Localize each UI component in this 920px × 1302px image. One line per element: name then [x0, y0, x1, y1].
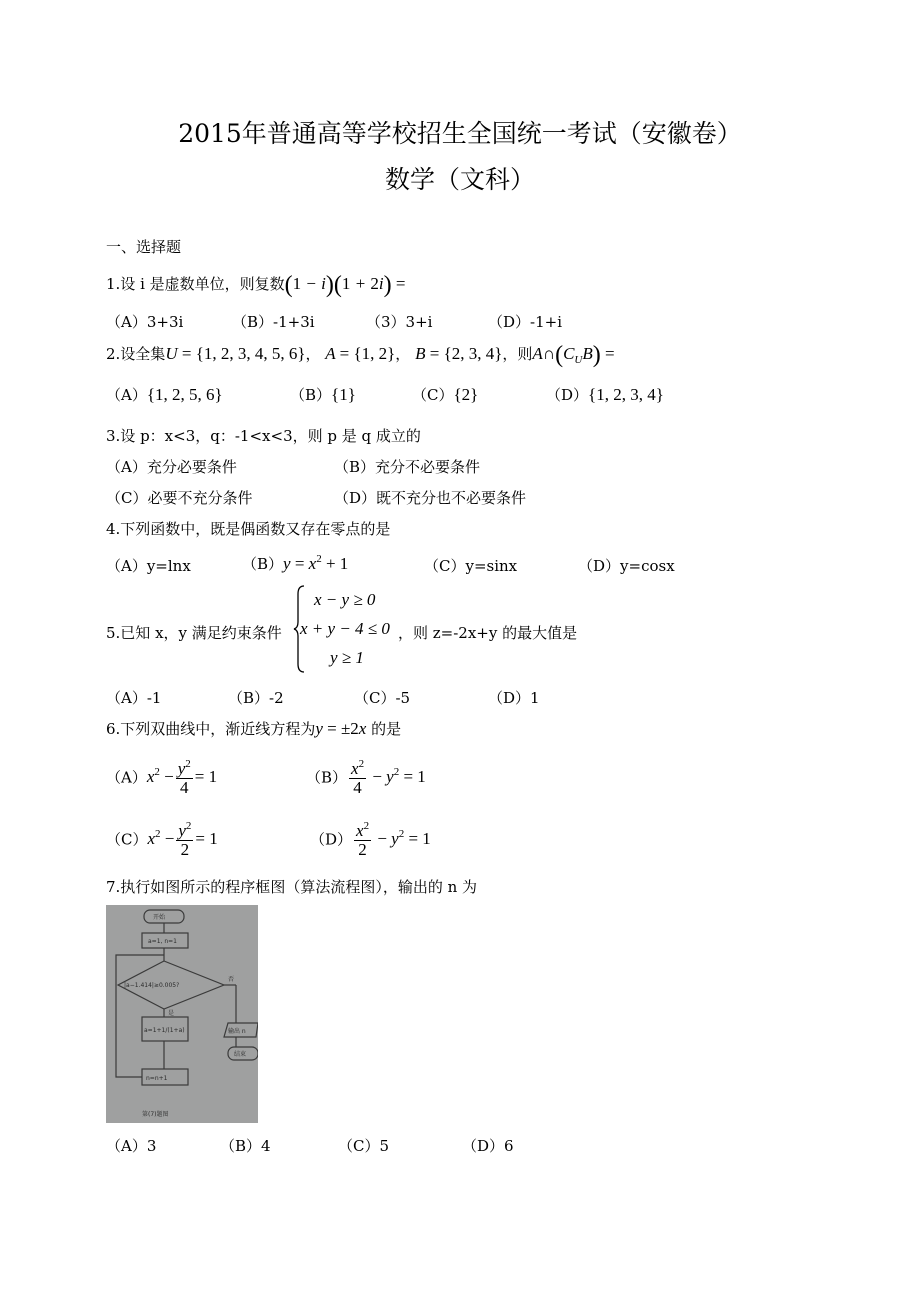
q6-option-b: （B） $\frac{x^2}{4}$ − $y^2 = 1$ [306, 758, 426, 797]
q4-option-a: （A）y=lnx [106, 557, 191, 575]
q7-option-c: （C）5 [338, 1137, 390, 1155]
question-4-stem: 4.下列函数中，既是偶函数又存在零点的是 [106, 520, 391, 538]
q2-expression: $A\cap(C_UB)$ = [532, 342, 615, 368]
question-1-stem [106, 272, 405, 299]
flow-no: 否 [228, 976, 235, 983]
q2-set-b: B = {2, 3, 4} [415, 344, 503, 363]
q2-option-d: （D）{1, 2, 3, 4} [546, 385, 664, 404]
q1-option-b: （B）-1+3i [232, 313, 315, 331]
q6-option-c: $(C)x^2$ − $\frac{y^2}{2}$ = 1 [106, 820, 218, 859]
question-3-stem: 3.设 p：x<3，q：-1<x<3，则 p 是 q 成立的 [106, 427, 421, 445]
q4-option-d: （D）y=cosx [578, 557, 675, 575]
q4-option-b: $(B)y = x^2 + 1$ [242, 553, 349, 573]
q1-option-a: （A）3+3i [106, 313, 184, 331]
q5-option-d: （D）1 [488, 689, 540, 707]
q5-constraint-1: x − y ≥ 0 [314, 590, 376, 609]
q4-option-c: （C）y=sinx [424, 557, 518, 575]
q1-option-c: （3）3+i [366, 313, 433, 331]
q7-option-a: （A）3 [106, 1137, 157, 1155]
q2-set-u: U = {1, 2, 3, 4, 5, 6} [165, 344, 306, 363]
q2-stem-then: ，则 [502, 345, 533, 363]
flowchart-photo [106, 905, 258, 1123]
section-heading: 一、选择题 [106, 238, 182, 256]
q6-option-a: $(A)x^2$ − $\frac{y^2}{4}$ = 1 [106, 758, 218, 797]
q2-option-b: （B）{1} [290, 385, 356, 404]
flow-yes: 是 [168, 1010, 175, 1017]
page-title: 2015年普通高等学校招生全国统一考试（安徽卷） [178, 119, 742, 148]
q5-constraint-2: x + y − 4 ≤ 0 [300, 619, 390, 638]
q6-option-d: （D） $\frac{x^2}{2}$ − $y^2 = 1$ [310, 820, 431, 859]
q3-option-b: （B）充分不必要条件 [334, 458, 481, 476]
q1-formula: (1 − i)(1 + 2i) = [284, 272, 406, 298]
question-7-stem: 7.执行如图所示的程序框图（算法流程图），输出的 n 为 [106, 878, 478, 896]
question-5-stem-prefix: 5.已知 x，y 满足约束条件 [106, 624, 282, 642]
q5-option-a: （A）-1 [106, 689, 162, 707]
q5-option-b: （B）-2 [228, 689, 284, 707]
question-5-stem-suffix: ，则 z=-2x+y 的最大值是 [398, 624, 578, 642]
flow-output: 输出 n [228, 1028, 246, 1035]
q2-stem-text: 2.设全集 [106, 345, 166, 363]
question-6-stem: 6.下列双曲线中，渐近线方程为y = ±2x 的是 [106, 719, 402, 738]
flow-start: 开始 [153, 914, 166, 921]
q1-stem-text: 1.设 i 是虚数单位，则复数 [106, 275, 285, 293]
flow-update-n: n=n+1 [146, 1075, 168, 1082]
q2-option-a: （A）{1, 2, 5, 6} [106, 385, 223, 404]
flow-end: 结束 [234, 1051, 247, 1058]
flow-condition: |a−1.414|≥0.005? [124, 982, 180, 989]
q3-option-c: （C）必要不充分条件 [106, 489, 253, 507]
q5-option-c: （C）-5 [354, 689, 411, 707]
q3-option-a: （A）充分必要条件 [106, 458, 237, 476]
q1-option-d: （D）-1+i [488, 313, 563, 331]
question-2-stem: 2.设全集U = {1, 2, 3, 4, 5, 6}， A = {1, 2}， B = {2, 3, 4}，则$A\cap(C_UB)$ = [106, 342, 615, 368]
q7-option-d: （D）6 [462, 1137, 514, 1155]
flow-caption: 第(7)题图 [142, 1111, 169, 1118]
q5-constraint-3: y ≥ 1 [330, 648, 364, 667]
q2-set-a: A = {1, 2} [325, 344, 396, 363]
flow-init: a=1, n=1 [148, 938, 177, 945]
flow-update-a: a=1+1/(1+a) [144, 1027, 185, 1034]
q2-option-c: （C）{2} [412, 385, 479, 404]
q3-option-d: （D）既不充分也不必要条件 [334, 489, 527, 507]
page-subtitle: 数学（文科） [384, 165, 535, 194]
q7-option-b: （B）4 [220, 1137, 271, 1155]
